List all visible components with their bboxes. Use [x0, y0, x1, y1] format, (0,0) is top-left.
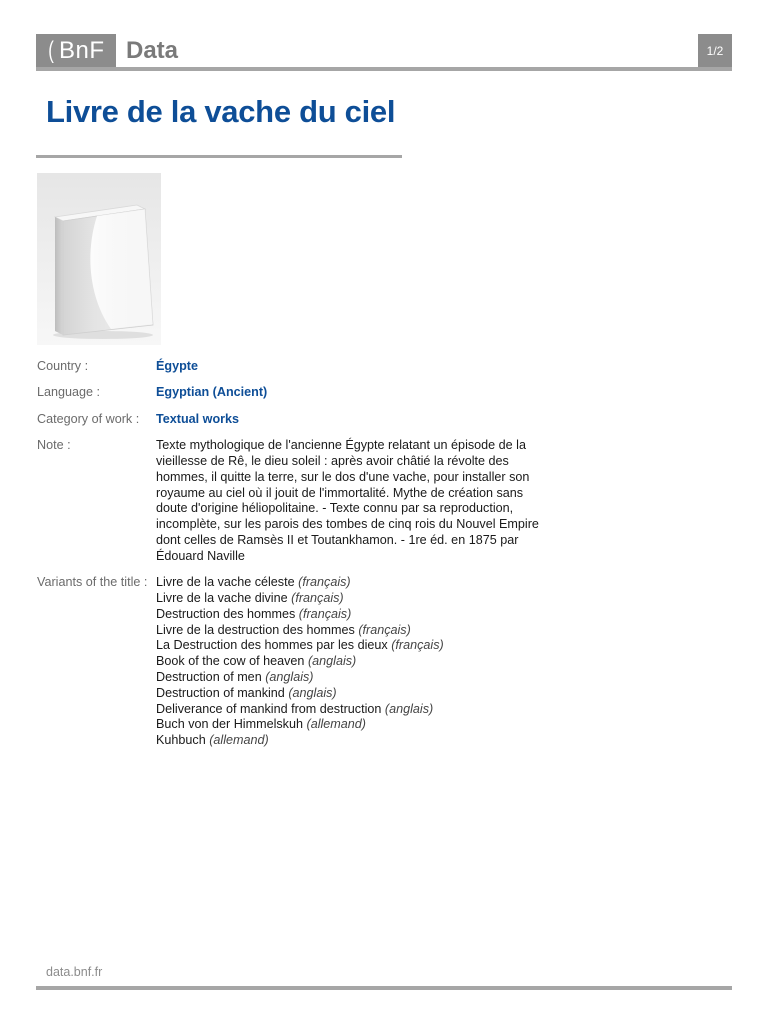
- variant-language: (français): [298, 575, 351, 590]
- variant-title: Destruction des hommes: [156, 606, 296, 621]
- variant-title: Destruction of men: [156, 669, 262, 684]
- category-link[interactable]: Textual works: [156, 411, 240, 426]
- note-label: Note :: [37, 438, 71, 453]
- variant-language: (français): [358, 622, 411, 637]
- logo-text: BnF: [58, 37, 105, 64]
- variant-item: [156, 717, 557, 733]
- variant-language: (français): [291, 590, 344, 605]
- work-metadata: [37, 359, 557, 760]
- variants-list: [156, 575, 557, 749]
- country-label: Country :: [37, 359, 89, 373]
- language-link[interactable]: Egyptian (Ancient): [156, 385, 268, 400]
- variant-title: Buch von der Himmelskuh: [156, 717, 303, 732]
- variant-item: [156, 575, 557, 591]
- variant-item: [156, 607, 557, 623]
- variant-title: Book of the cow of heaven: [156, 654, 305, 669]
- category-row: [37, 412, 557, 428]
- category-label: Category of work :: [37, 411, 140, 426]
- variant-language: (anglais): [265, 669, 314, 684]
- variant-language: (anglais): [384, 701, 434, 716]
- book-icon: [37, 173, 161, 345]
- language-label: Language :: [37, 385, 101, 400]
- note-text: Texte mythologique de l'ancienne Égypte relatant un épisode de la vieillesse de Rê, le dieu soleil : après avoir châtié la révolte des hommes, il quitte la terre, sur le dos d'une vache, pour installer son royaume au ciel où il jouit de l'immortalité. Mythe de création sans doute d'origine héliopolitaine. - Texte connu par sa reproduction, incomplète, sur les parois des tombes de cinq rois du Nouvel Empire dont celles de Ramsès II et Toutankhamon. - 1re éd. en 1875 par Édouard Naville: [156, 438, 539, 563]
- variant-item: [156, 686, 557, 702]
- variant-language: (anglais): [288, 685, 337, 700]
- page-indicator: 1/2: [698, 34, 732, 68]
- variant-title: Livre de la destruction des hommes: [156, 622, 355, 637]
- variant-language: (anglais): [307, 654, 357, 669]
- variant-item: [156, 638, 557, 654]
- variant-item: [156, 702, 557, 718]
- header-divider: [36, 67, 732, 71]
- variant-language: (allemand): [209, 733, 269, 748]
- variant-item: [156, 623, 557, 639]
- variant-item: [156, 591, 557, 607]
- variant-title: Livre de la vache céleste: [156, 575, 295, 590]
- variant-title: Deliverance of mankind from destruction: [156, 701, 382, 716]
- title-divider: [36, 155, 402, 158]
- variant-item: [156, 733, 557, 749]
- variant-language: (français): [298, 606, 352, 621]
- variant-title: Destruction of mankind: [156, 685, 285, 700]
- variants-label: Variants of the title :: [37, 575, 148, 590]
- footer-site-link[interactable]: data.bnf.fr: [46, 965, 103, 979]
- language-row: [37, 385, 557, 401]
- variant-language: (allemand): [306, 717, 366, 732]
- variant-title: Kuhbuch: [156, 733, 206, 748]
- variants-row: [37, 575, 557, 749]
- brand-word: Data: [126, 37, 179, 64]
- logo-bracket-icon: (: [48, 37, 55, 64]
- footer-divider: [36, 986, 732, 990]
- variant-title: La Destruction des hommes par les dieux: [156, 638, 388, 653]
- variant-title: Livre de la vache divine: [156, 590, 288, 605]
- note-row: [37, 438, 557, 564]
- country-link[interactable]: Égypte: [156, 359, 198, 373]
- variant-language: (français): [391, 638, 444, 653]
- variant-item: [156, 654, 557, 670]
- bnf-logo[interactable]: [36, 34, 116, 68]
- country-row: [37, 359, 557, 375]
- page-header: [36, 34, 732, 70]
- cover-image: [37, 173, 161, 345]
- variant-item: [156, 670, 557, 686]
- page-title: Livre de la vache du ciel: [46, 94, 396, 129]
